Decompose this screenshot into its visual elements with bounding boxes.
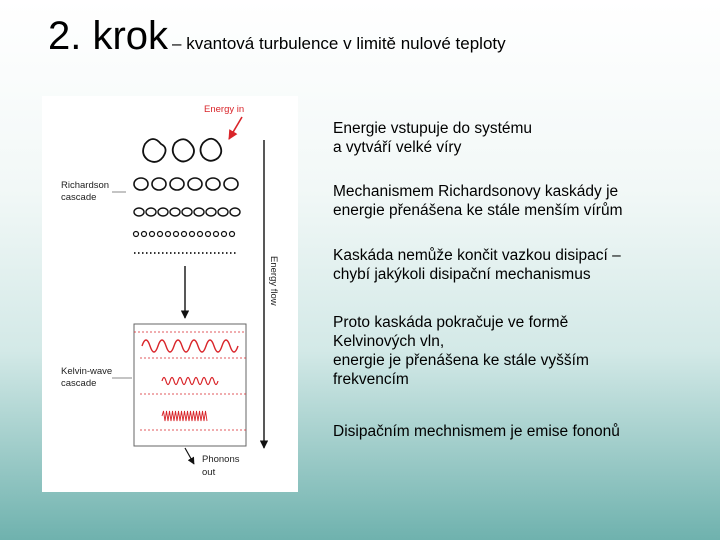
richardson-label-1: Richardson xyxy=(61,180,110,191)
bullet-energy-input xyxy=(333,119,532,157)
bullet-line: a vytváří velké víry xyxy=(333,139,462,156)
bullet-line: energie přenášena ke stále menším vírům xyxy=(333,202,623,219)
vortex-small xyxy=(182,208,192,216)
vortex-tiny xyxy=(174,232,179,237)
kelvin-wave-medium xyxy=(162,378,218,385)
vortex-medium xyxy=(152,178,166,190)
vortex-tiny xyxy=(222,232,227,237)
phonons-arrow xyxy=(185,448,194,464)
bullet-line: Mechanismem Richardsonovy kaskády je xyxy=(333,183,619,200)
small-vortices xyxy=(134,208,240,216)
energy-in-label: Energy in xyxy=(204,104,245,115)
vortex-small xyxy=(230,208,240,216)
bullet-richardson xyxy=(333,182,622,220)
bullet-line: energie je přenášena ke stále vyšším xyxy=(333,352,589,369)
bullet-line: chybí jakýkoli disipační mechanismus xyxy=(333,266,591,283)
vortex-medium xyxy=(170,178,184,190)
vortex-tiny xyxy=(150,232,155,237)
bullet-no-dissipation xyxy=(333,246,621,284)
vortex-tiny xyxy=(214,232,219,237)
slide-title xyxy=(48,14,506,59)
phonons-label-2: out xyxy=(202,467,216,478)
kelvin-wave-large xyxy=(142,340,238,352)
bullet-line: Energie vstupuje do systému xyxy=(333,120,533,137)
richardson-label-2: cascade xyxy=(61,192,97,203)
vortex-medium xyxy=(188,178,202,190)
bullet-line: frekvencím xyxy=(333,371,409,388)
vortex-medium xyxy=(134,178,148,190)
vortex-small xyxy=(170,208,180,216)
vortex-small xyxy=(206,208,216,216)
kelvin-label-1: Kelvin-wave xyxy=(61,366,113,377)
vortex-tiny xyxy=(158,232,163,237)
vortex-medium xyxy=(224,178,238,190)
energy-flow-label: Energy flow xyxy=(268,256,279,306)
medium-vortices xyxy=(134,178,238,190)
vortex-tiny xyxy=(134,232,139,237)
bullet-line: Kaskáda nemůže končit vazkou disipací – xyxy=(333,247,621,264)
vortex-tiny xyxy=(182,232,187,237)
vortex-tiny xyxy=(230,232,235,237)
vortex-tiny xyxy=(206,232,211,237)
vortex-small xyxy=(218,208,228,216)
cascade-diagram-svg xyxy=(42,96,298,492)
vortex-large xyxy=(173,139,194,161)
kelvin-wave-small xyxy=(162,411,207,421)
vortex-small xyxy=(134,208,144,216)
vortex-large xyxy=(143,139,165,162)
vortex-tiny xyxy=(166,232,171,237)
bullet-line: Disipačním mechnismem je emise fononů xyxy=(333,423,620,440)
kelvin-label-2: cascade xyxy=(61,378,97,389)
vortex-tiny xyxy=(142,232,147,237)
bullet-line: Proto kaskáda pokračuje ve formě xyxy=(333,314,569,331)
energy-in-arrow xyxy=(229,117,242,139)
title-subtitle: – kvantová turbulence v limitě nulové teploty xyxy=(172,34,506,53)
vortex-small xyxy=(194,208,204,216)
vortex-tiny xyxy=(198,232,203,237)
cascade-diagram xyxy=(42,96,298,492)
vortex-small xyxy=(158,208,168,216)
bullet-kelvin-waves xyxy=(333,313,589,389)
tiny-vortices xyxy=(134,232,235,237)
vortex-large xyxy=(201,139,222,161)
title-step: 2. krok xyxy=(48,14,169,58)
phonons-label-1: Phonons xyxy=(202,454,240,465)
vortex-medium xyxy=(206,178,220,190)
vortex-tiny xyxy=(190,232,195,237)
bullet-line: Kelvinových vln, xyxy=(333,333,445,350)
vortex-small xyxy=(146,208,156,216)
large-vortices xyxy=(143,139,221,162)
bullet-phonon-emission xyxy=(333,422,620,441)
